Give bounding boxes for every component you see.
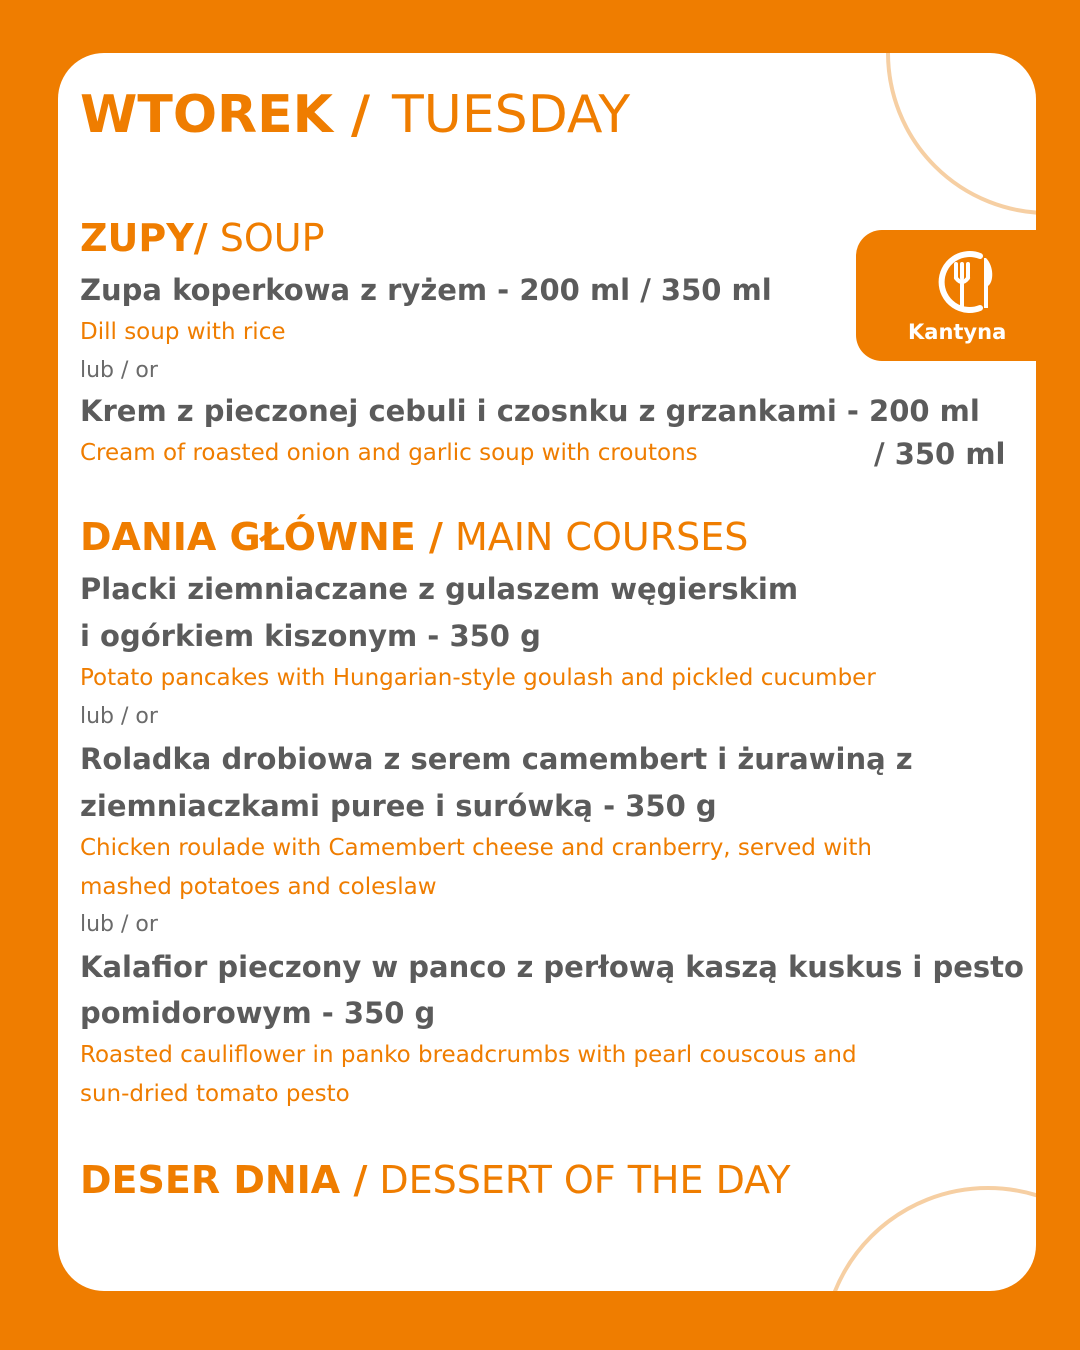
day-heading xyxy=(80,83,630,147)
main-2-english-line2: mashed potatoes and coleslaw xyxy=(80,874,437,900)
section-title-dessert-en: DESSERT OF THE DAY xyxy=(367,1158,791,1202)
main-3-name-line1: Kalafior pieczony w panco z perłową kaszą kuskus i pesto xyxy=(80,950,1024,984)
section-title-dessert xyxy=(80,1157,790,1203)
main-1-english: Potato pancakes with Hungarian-style goulash and pickled cucumber xyxy=(80,665,876,691)
top-right-ring xyxy=(888,53,1036,213)
main-2-english-line1: Chicken roulade with Camembert cheese and cranberry, served with xyxy=(80,835,872,861)
main-3-name-line2: pomidorowym - 350 g xyxy=(80,996,436,1030)
day-heading-pl: WTOREK / xyxy=(80,85,370,145)
menu-card xyxy=(58,53,1036,1291)
day-heading-en: TUESDAY xyxy=(392,85,631,145)
section-title-soup-pl: ZUPY/ xyxy=(80,216,208,260)
fork-knife-icon xyxy=(928,244,1004,320)
main-2-name-line2: ziemniaczkami puree i surówką - 350 g xyxy=(80,789,717,823)
soup-2-english: Cream of roasted onion and garlic soup with croutons xyxy=(80,440,698,466)
soup-2-name: Krem z pieczonej cebuli i czosnku z grzankami - 200 ml xyxy=(80,394,980,428)
section-title-soup-en: SOUP xyxy=(207,216,325,260)
main-3-english-line1: Roasted cauliflower in panko breadcrumbs with pearl couscous and xyxy=(80,1042,857,1068)
bottom-right-ring xyxy=(823,1188,1036,1291)
section-title-dessert-pl: DESER DNIA / xyxy=(80,1158,368,1202)
or-separator: lub / or xyxy=(80,358,158,383)
or-separator: lub / or xyxy=(80,704,158,729)
kantyna-badge xyxy=(856,230,1036,361)
soup-1-english: Dill soup with rice xyxy=(80,319,286,345)
main-1-name-line1: Placki ziemniaczane z gulaszem węgierskim xyxy=(80,572,799,606)
brand-name: Kantyna xyxy=(908,320,1007,344)
section-title-main-pl: DANIA GŁÓWNE / xyxy=(80,515,443,559)
main-2-name-line1: Roladka drobiowa z serem camembert i żurawiną z xyxy=(80,742,913,776)
soup-1-name: Zupa koperkowa z ryżem - 200 ml / 350 ml xyxy=(80,273,772,307)
main-3-english-line2: sun-dried tomato pesto xyxy=(80,1081,350,1107)
soup-2-large-size: / 350 ml xyxy=(874,437,1006,471)
section-title-main-en: MAIN COURSES xyxy=(442,515,749,559)
main-1-name-line2: i ogórkiem kiszonym - 350 g xyxy=(80,619,541,653)
section-title-main-courses xyxy=(80,514,748,560)
section-title-soup xyxy=(80,215,325,261)
or-separator: lub / or xyxy=(80,912,158,937)
